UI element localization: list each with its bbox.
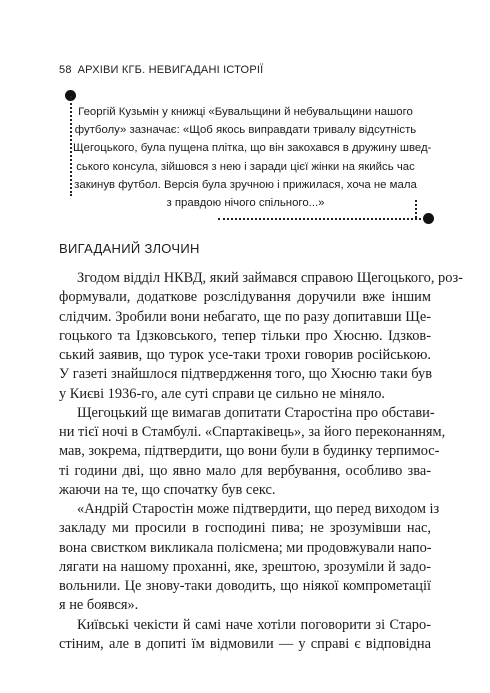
body-line: Щегоцький ще вимагав допитати Старостіна про обстави- — [77, 404, 435, 421]
callout-line: ського консула, зійшовся з нею і заради цієї жінки на якийсь час — [76, 160, 415, 173]
body-line: гоцького та Ідзковського, тепер тільки про Хюсню. Ідзков- — [59, 327, 431, 344]
callout-line: закинув футбол. Версія була зручною і прижилася, хоча не мала — [74, 178, 417, 191]
callout-line: футболу» зазначає: «Щоб якось виправдати тривалу відсутність — [74, 124, 417, 137]
body-line: «Андрій Старостін може підтвердити, що перед виходом із — [77, 501, 440, 517]
running-head-title: АРХІВИ КГБ. НЕВИГАДАНІ ІСТОРІЇ — [77, 64, 264, 76]
body-line: ський заявив, що турок усе-таки трохи говорив російською. — [59, 347, 431, 363]
body-line: Згодом відділ НКВД, який займався справою Щегоцького, роз- — [77, 270, 463, 286]
body-line: закладу ми просили в господині пива; не зрозумівши нас, — [59, 520, 431, 537]
callout-line: з правдою нічого спільного...» — [166, 197, 325, 210]
body-line: я не боявся». — [59, 597, 139, 614]
callout-dot-bottom — [423, 213, 434, 224]
body-line: формували, додаткове розслідування доручили вже іншим — [59, 289, 431, 306]
body-text — [59, 269, 463, 654]
body-line: вольнили. Це знову-таки доводить, що ніякої компрометації — [59, 578, 431, 594]
running-head — [59, 64, 439, 76]
callout-dotted-rule-left — [70, 96, 72, 196]
quote-callout — [58, 90, 431, 223]
section-heading: ВИГАДАНИЙ ЗЛОЧИН — [59, 241, 200, 256]
callout-line: Щегоцького, була пущена плітка, що він закохався в дружину швед- — [73, 142, 432, 155]
callout-text — [73, 103, 432, 212]
body-line: ни тієї ночі в Стамбулі. «Спартаківець», за його переконанням, — [59, 424, 446, 440]
body-line: ті години дві, що явно мало для вербування, особливо зва- — [59, 462, 431, 479]
page-number: 58 — [59, 64, 72, 76]
body-line: слідчим. Зробили вони небагато, ще по разу допитавши Ще- — [59, 308, 431, 325]
body-line: жаючи на те, що спочатку був секс. — [59, 481, 276, 498]
body-line: вона свистком викликала полісмена; ми продовжували напо- — [59, 539, 432, 556]
body-line: мав, зокрема, підтвердити, що вони були в будинку терпимос- — [59, 443, 440, 460]
body-line: лягати на нашому проханні, яке, зрештою, зрозуміли й задо- — [59, 558, 431, 575]
body-line: Київські чекісти й самі наче хотіли поговорити зі Старо- — [77, 616, 431, 633]
body-line: стіним, але в допиті їм відмовили — у справі є відповідна — [59, 635, 431, 652]
body-line: у Києві 1936-го, але суті справи це сильно не міняло. — [59, 385, 385, 402]
callout-line: Георгій Кузьмін у книжці «Бувальщини й небувальщини нашого — [78, 106, 413, 118]
callout-dotted-rule-bottom — [218, 218, 421, 220]
body-line: У газеті знайшлося підтвердження того, що Хюсню таки був — [59, 366, 433, 383]
